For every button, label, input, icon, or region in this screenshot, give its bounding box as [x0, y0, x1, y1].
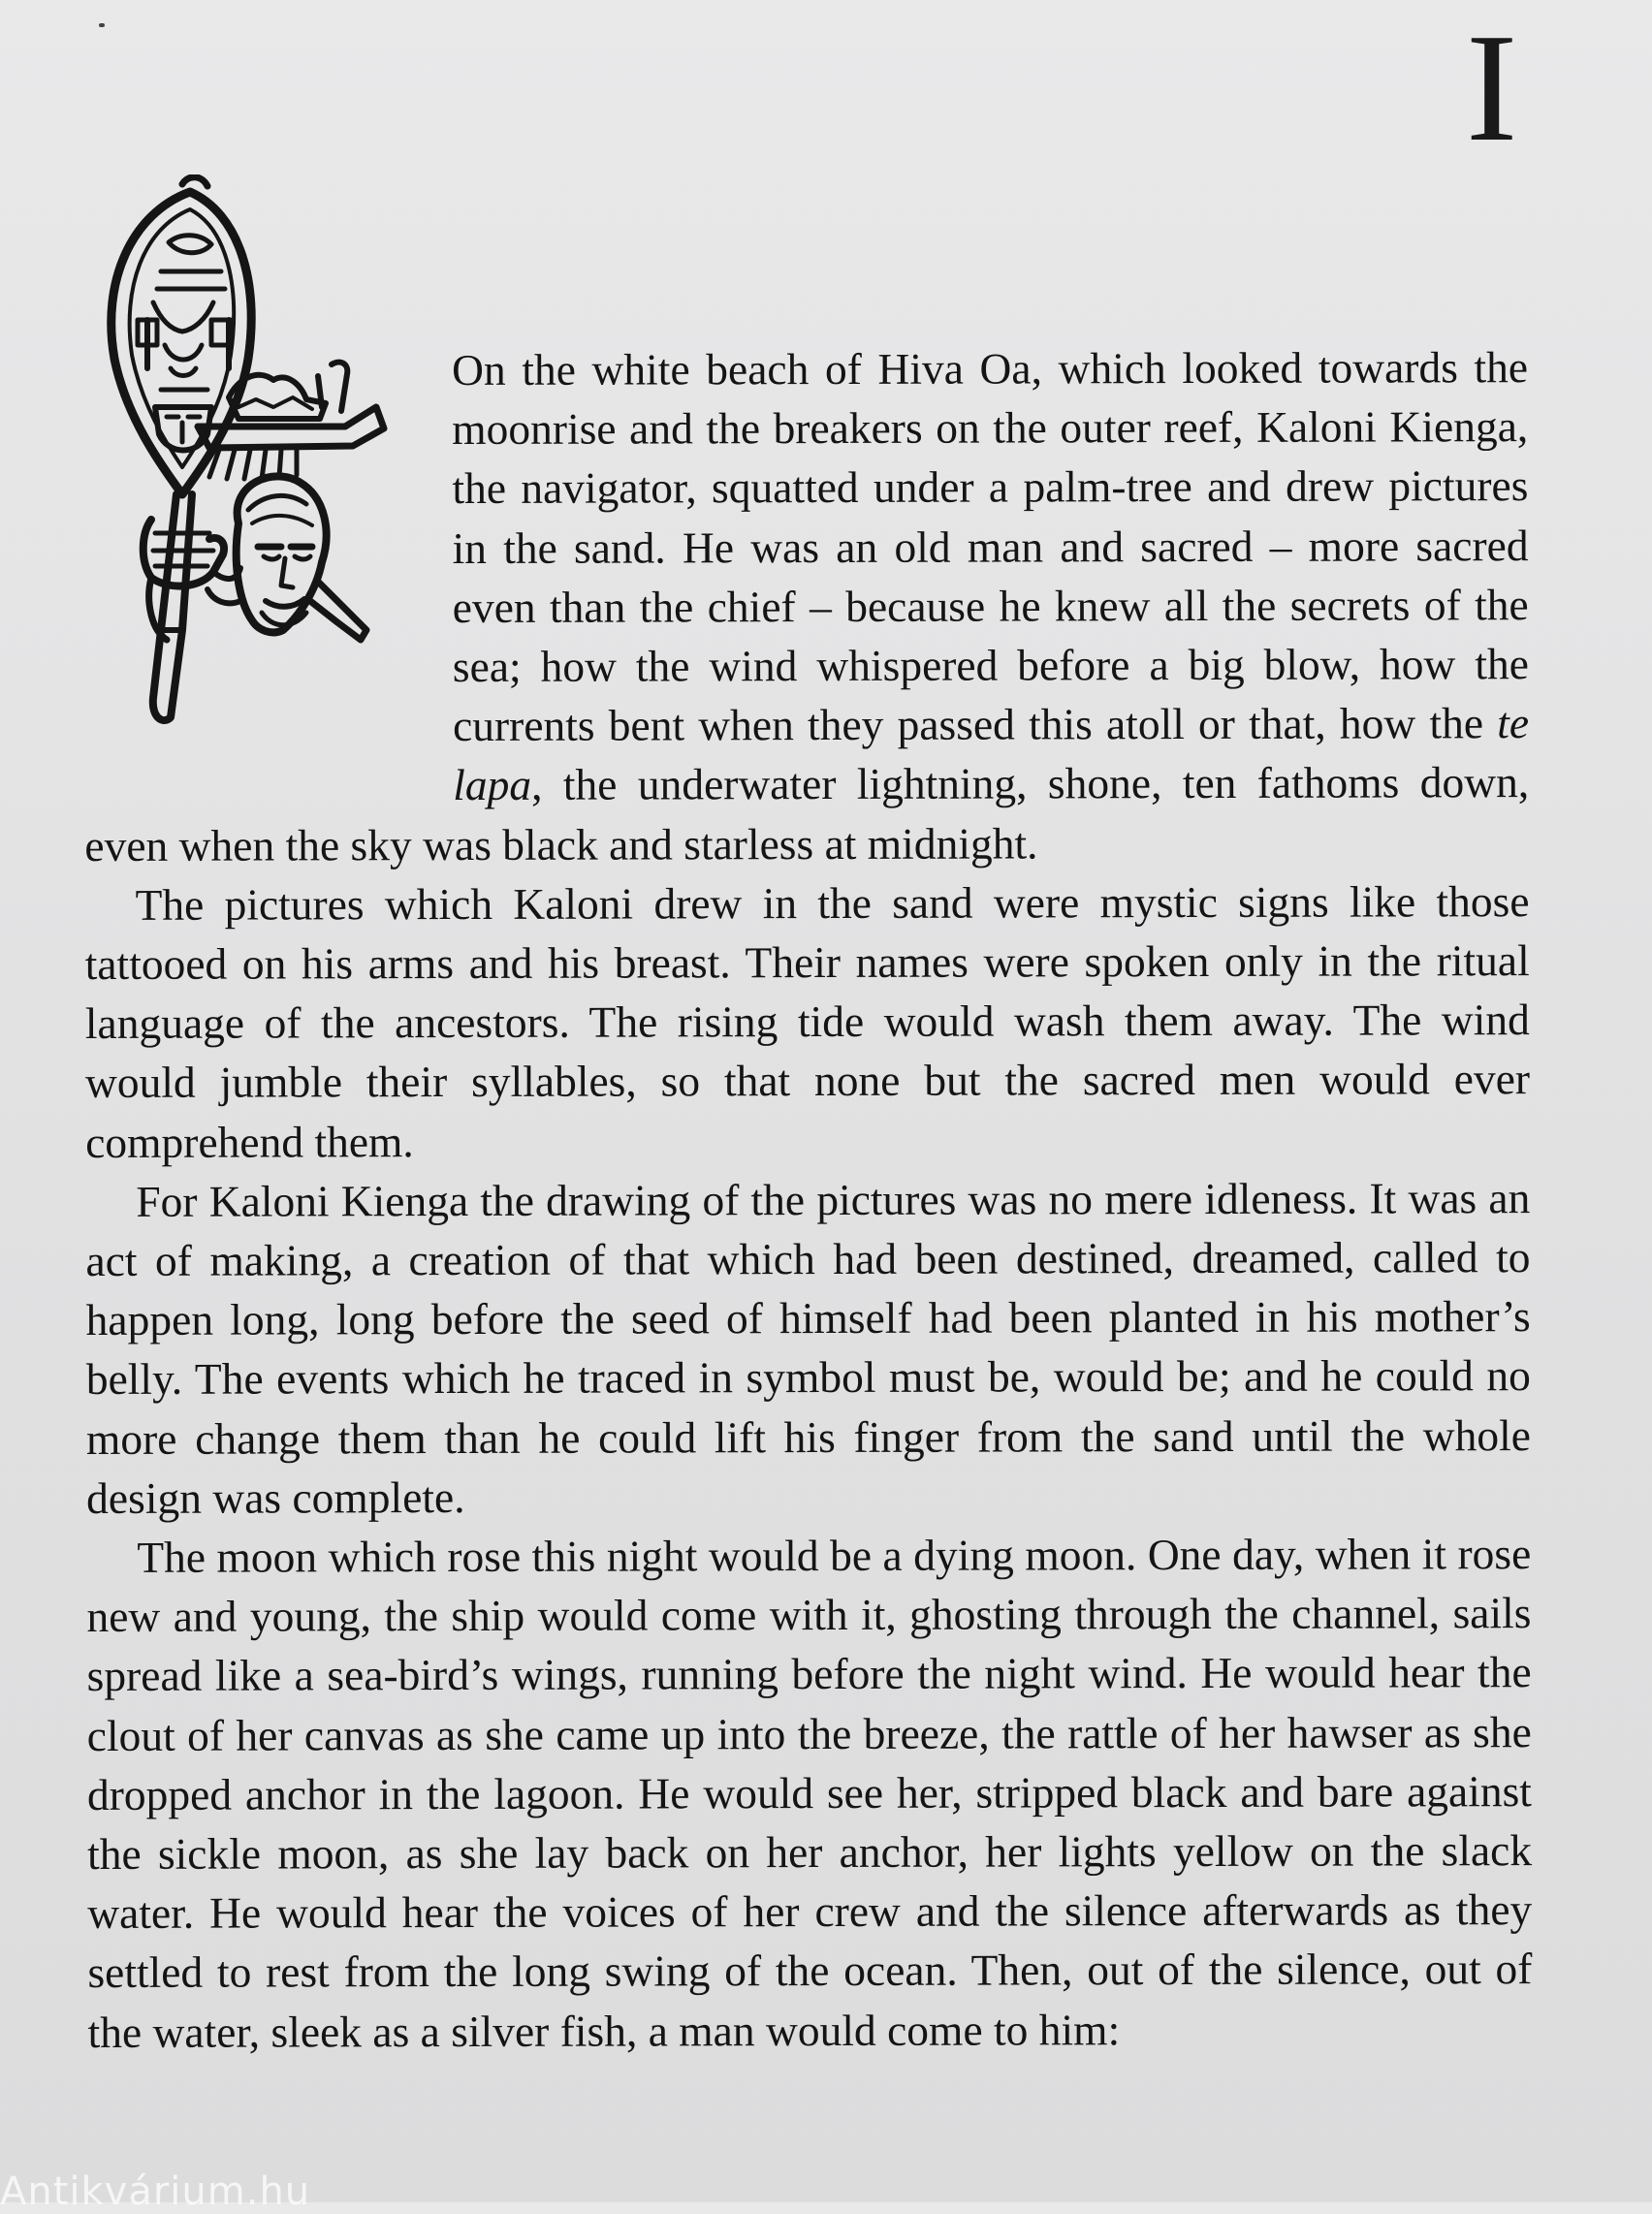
ink-speck	[99, 23, 105, 27]
paragraph-1-text-end: , the underwater lightning, shone, ten fathoms down, even when the sky was black and starless at midnight.	[84, 757, 1530, 870]
paragraph-4: The moon which rose this night would be a dying moon. One day, when it rose new and young, the ship would come with it, ghosting through the channel, sails spread like a sea-bird’s wings, running before the night wind. He would hear the clout of her canvas as she came up into the breeze, the rattle of her hawser as she dropped anchor in the lagoon. He would see her, stripped black and bare against the sickle moon, as she lay back on her anchor, her lights yellow on the slack water. He would hear the voices of her crew and the silence afterwards as they settled to rest from the long swing of the ocean. Then, out of the silence, out of the water, sleek as a silver fish, a man would come to him:	[86, 1529, 1533, 2057]
te-lapa-emphasis: te lapa	[453, 698, 1530, 810]
paragraph-3: For Kaloni Kienga the drawing of the pictures was no mere idleness. It was an act of making, a creation of that which had been destined, dreamed, called to happen long, long before the seed of himself had been planted in his mother’s belly. The events which he traced in symbol must be, would be; and he could no more change them than he could lift his finger from the sand until the whole design was complete.	[85, 1172, 1532, 1523]
chapter-body	[83, 337, 1533, 2062]
paragraph-2: The pictures which Kaloni drew in the sand were mystic signs like those tattooed on his arms and his breast. Their names were spoken only in the ritual language of the ancestors. The rising tide would wash them away. The wind would jumble their syllables, so that none but the sacred men would ever comprehend them.	[84, 875, 1531, 1167]
paragraph-1-text: On the white beach of Hiva Oa, which looked towards the moonrise and the breakers on the outer reef, Kaloni Kienga, the navigator, squatted under a palm-tree and drew pictures in the sand. He was an old man and sacred – more sacred even than the chief – because he knew all the secrets of the sea; how the wind whispered before a big blow, how the currents bent when they passed this atoll or that, how the	[452, 342, 1529, 751]
chapter-number: I	[1466, 1, 1518, 174]
watermark: Antikvárium.hu	[0, 2169, 311, 2214]
illustration-spacer	[83, 348, 453, 761]
